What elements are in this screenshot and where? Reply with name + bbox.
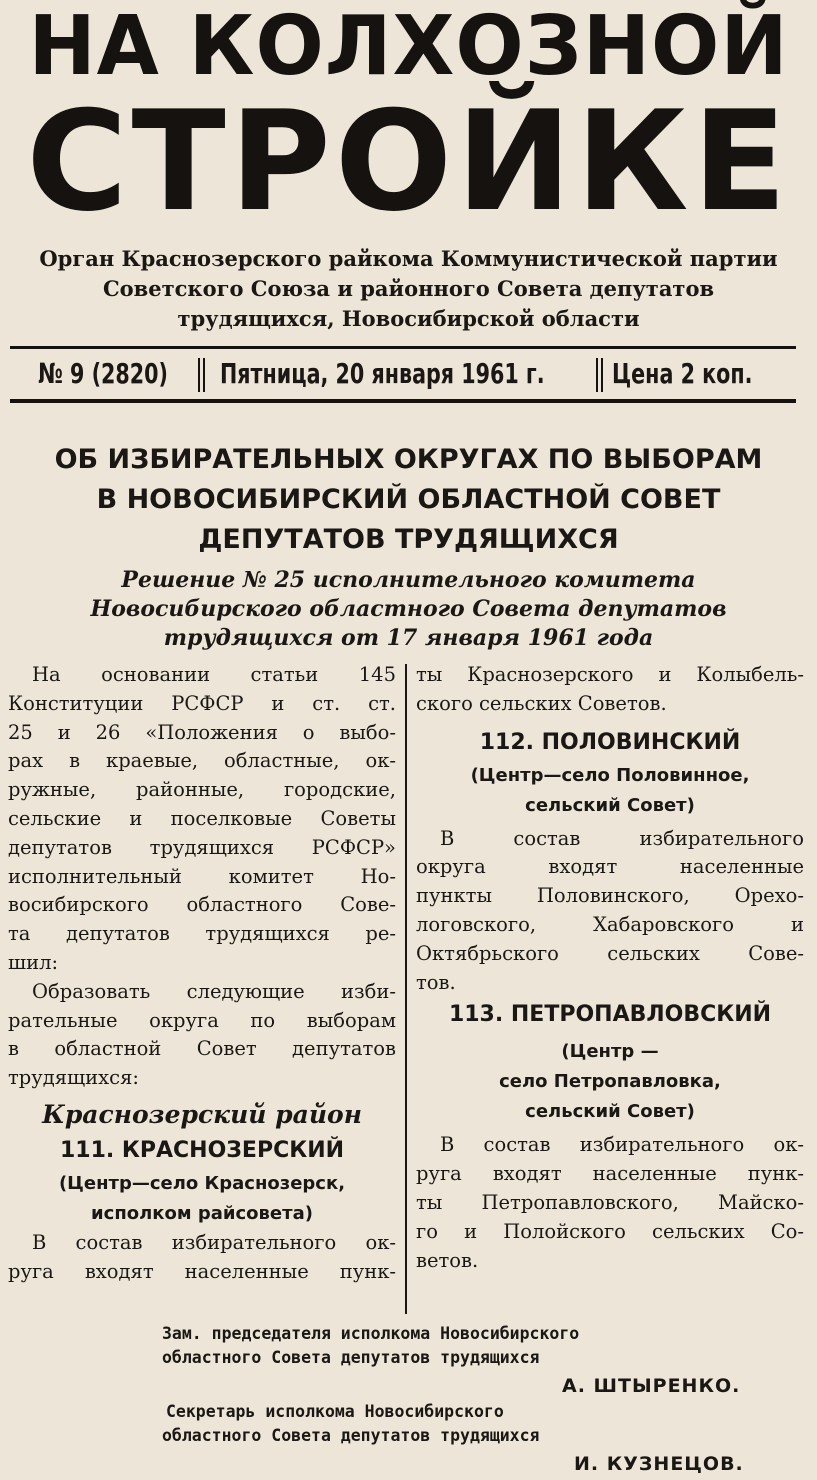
text-line: На основании статьи 145 bbox=[32, 663, 396, 686]
left-column bbox=[8, 661, 396, 1287]
article-headline: ДЕПУТАТОВ ТРУДЯЩИХСЯ bbox=[198, 524, 619, 555]
text-line: 25 и 26 «Положения о выбо- bbox=[8, 720, 396, 744]
issue-separator bbox=[198, 358, 200, 392]
raion-heading: Краснозерский район bbox=[42, 1099, 362, 1129]
text-line: рах в краевые, областные, ок- bbox=[8, 749, 396, 773]
decision-subtitle: Решение № 25 исполнительного комитета bbox=[121, 567, 696, 593]
issue-separator bbox=[596, 358, 598, 392]
organ-line: трудящихся, Новосибирской области bbox=[177, 306, 640, 331]
signature-title: областного Совета депутатов трудящихся bbox=[162, 1426, 540, 1445]
text-line: восибирского областного Сове- bbox=[8, 893, 396, 917]
text-line: округа входят населенные bbox=[416, 855, 804, 879]
district-name: 113. ПЕТРОПАВЛОВСКИЙ bbox=[448, 1002, 772, 1028]
text-line: ского сельских Советов. bbox=[416, 691, 667, 715]
signature-title: Секретарь исполкома Новосибирского bbox=[166, 1402, 504, 1421]
issue-separator bbox=[601, 358, 603, 392]
article-headline: В НОВОСИБИРСКИЙ ОБЛАСТНОЙ СОВЕТ bbox=[96, 484, 721, 515]
signature-name: А. ШТЫРЕНКО. bbox=[562, 1375, 741, 1397]
text-line: депутатов трудящихся РСФСР» bbox=[8, 835, 396, 859]
masthead-line-2: СТРОЙКЕ bbox=[26, 81, 791, 242]
district-center: (Центр—село Краснозерск, bbox=[58, 1172, 346, 1194]
text-line: шил: bbox=[8, 950, 59, 974]
decision-subtitle: трудящихся от 17 января 1961 года bbox=[163, 625, 654, 651]
top-rule bbox=[10, 346, 796, 349]
text-line: ветов. bbox=[416, 1248, 479, 1272]
district-center: (Центр — bbox=[561, 1041, 659, 1063]
issue-number: № 9 (2820) bbox=[38, 357, 168, 390]
organ-line: Советского Союза и районного Совета депутатов bbox=[102, 276, 715, 301]
text-line: логовского, Хабаровского и bbox=[416, 912, 804, 936]
text-line: Конституции РСФСР и ст. ст. bbox=[8, 691, 396, 715]
text-line: Октябрьского сельских Сове- bbox=[416, 941, 804, 965]
text-line: рательные округа по выборам bbox=[8, 1008, 396, 1032]
text-line: пункты Половинского, Орехо- bbox=[416, 884, 804, 908]
text-line: исполнительный комитет Но- bbox=[8, 864, 396, 888]
text-line: сельские и поселковые Советы bbox=[8, 806, 396, 830]
organ-line: Орган Краснозерского райкома Коммунистической партии bbox=[39, 246, 778, 271]
district-name: 112. ПОЛОВИНСКИЙ bbox=[479, 729, 741, 755]
text-line: та депутатов трудящихся ре- bbox=[8, 922, 396, 946]
text-line: тов. bbox=[416, 970, 456, 994]
district-center: село Петропавловка, bbox=[499, 1071, 721, 1093]
text-line: руга входят населенные пунк- bbox=[416, 1162, 804, 1186]
text-line: В состав избирательного ок- bbox=[32, 1230, 396, 1254]
decision-subtitle: Новосибирского областного Совета депутатов bbox=[90, 596, 727, 622]
district-center: сельский Совет) bbox=[525, 1101, 695, 1123]
text-line: трудящихся: bbox=[8, 1066, 139, 1090]
district-center: (Центр—село Половинное, bbox=[470, 764, 750, 786]
text-line: ты Петропавловского, Майско- bbox=[416, 1190, 804, 1214]
signature-title: Зам. председателя исполкома Новосибирского bbox=[162, 1324, 580, 1343]
text-line: в областной Совет депутатов bbox=[8, 1037, 396, 1061]
text-line: руга входят населенные пунк- bbox=[8, 1259, 396, 1283]
district-center: исполком райсовета) bbox=[91, 1202, 313, 1224]
bottom-rule bbox=[10, 399, 796, 403]
column-rule bbox=[405, 664, 407, 1314]
signature-name: И. КУЗНЕЦОВ. bbox=[574, 1453, 744, 1475]
text-line: ружные, районные, городские, bbox=[8, 778, 396, 802]
issue-separator bbox=[203, 358, 205, 392]
masthead-line-1: НА КОЛХОЗНОЙ bbox=[28, 0, 789, 94]
signature-title: областного Совета депутатов трудящихся bbox=[162, 1348, 540, 1367]
text-line: Образовать следующие изби- bbox=[32, 979, 396, 1003]
article-headline: ОБ ИЗБИРАТЕЛЬНЫХ ОКРУГАХ ПО ВЫБОРАМ bbox=[54, 444, 763, 475]
right-column bbox=[416, 661, 804, 1275]
text-line: го и Полойского сельских Со- bbox=[416, 1219, 804, 1243]
text-line: ты Краснозерского и Колыбель- bbox=[416, 663, 804, 686]
district-name: 111. КРАСНОЗЕРСКИЙ bbox=[59, 1137, 345, 1163]
district-center: сельский Совет) bbox=[525, 794, 695, 816]
issue-date: Пятница, 20 января 1961 г. bbox=[220, 357, 545, 390]
text-line: В состав избирательного bbox=[440, 826, 804, 850]
issue-price: Цена 2 коп. bbox=[612, 357, 753, 390]
text-line: В состав избирательного ок- bbox=[440, 1133, 804, 1157]
